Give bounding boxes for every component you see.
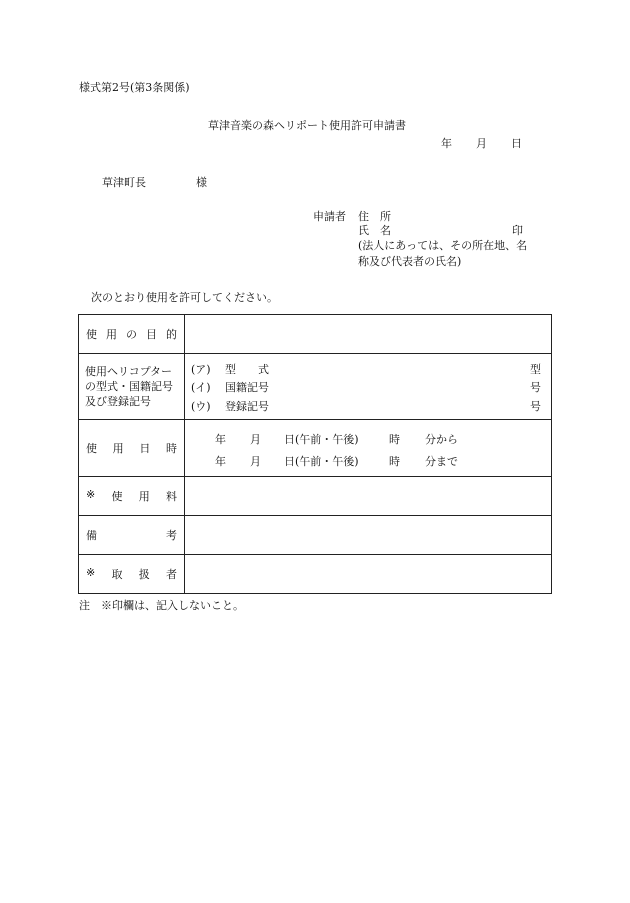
addressee-name: 草津町長 <box>102 176 146 189</box>
datetime-label-char: 用 <box>112 442 124 455</box>
datetime-from-row <box>215 431 458 447</box>
from-year: 年 <box>215 433 226 446</box>
purpose-label <box>79 315 185 354</box>
row-helicopter <box>79 354 552 420</box>
purpose-label-char: 使 <box>86 328 97 341</box>
helicopter-type-row <box>191 361 541 377</box>
applicant-label: 申請者 <box>313 210 346 223</box>
row-fee <box>79 477 552 516</box>
helicopter-label-line: の型式・国籍記号 <box>85 380 173 393</box>
handler-label-char: 者 <box>165 568 177 581</box>
document-title: 草津音楽の森ヘリポート使用許可申請書 <box>208 119 406 132</box>
helicopter-type-text: 型 式 <box>225 363 269 376</box>
helicopter-nationality-row <box>191 379 541 395</box>
purpose-value-cell[interactable] <box>185 315 552 354</box>
remarks-value-cell[interactable] <box>185 516 552 555</box>
applicant-address-label: 住 所 <box>358 210 391 223</box>
to-month: 月 <box>250 455 261 468</box>
applicant-note-line2: 称及び代表者の氏名) <box>358 255 462 268</box>
request-text: 次のとおり使用を許可してください。 <box>91 291 278 304</box>
to-day: 日(午前・午後) <box>284 455 359 468</box>
purpose-label-char: 目 <box>146 328 157 341</box>
from-month: 月 <box>250 433 261 446</box>
helicopter-registration-num: (ウ) <box>191 400 211 413</box>
from-minute: 分から <box>425 433 458 446</box>
datetime-label-char: 日 <box>139 442 151 455</box>
datetime-label-char: 時 <box>165 442 177 455</box>
helicopter-type-num: (ア) <box>191 363 211 376</box>
applicant-name-label: 氏 名 <box>358 224 391 237</box>
helicopter-label-line: 使用ヘリコプター <box>85 365 173 378</box>
datetime-label-char: 使 <box>86 442 97 455</box>
handler-label-char: 取 <box>111 568 123 581</box>
from-hour: 時 <box>389 433 400 446</box>
purpose-label-char: 用 <box>106 328 117 341</box>
footnote: 注 ※印欄は、記入しないこと。 <box>79 599 244 612</box>
helicopter-nationality-unit: 号 <box>530 381 541 394</box>
datetime-to-row <box>215 453 458 469</box>
form-number: 様式第2号(第3条関係) <box>79 81 190 94</box>
helicopter-nationality-text: 国籍記号 <box>225 381 269 394</box>
row-handler <box>79 555 552 594</box>
row-remarks <box>79 516 552 555</box>
fee-label-char: 料 <box>165 490 177 503</box>
handler-label-char: ※ <box>86 566 96 579</box>
seal-mark: 印 <box>512 224 523 237</box>
row-purpose <box>79 315 552 354</box>
remarks-label-char: 備 <box>86 529 97 542</box>
handler-label <box>79 555 185 594</box>
handler-label-char: 扱 <box>138 568 150 581</box>
application-form-table <box>78 314 552 594</box>
fee-label <box>79 477 185 516</box>
applicant-note-line1: (法人にあっては、その所在地、名 <box>358 239 528 252</box>
remarks-label <box>79 516 185 555</box>
date-day: 日 <box>511 137 522 150</box>
helicopter-registration-unit: 号 <box>530 400 541 413</box>
helicopter-registration-text: 登録記号 <box>225 400 269 413</box>
remarks-label-char: 考 <box>166 529 177 542</box>
date-month: 月 <box>476 137 487 150</box>
addressee-honorific: 様 <box>196 176 207 189</box>
purpose-label-char: の <box>126 328 137 341</box>
helicopter-type-unit: 型 <box>530 363 541 376</box>
handler-value-cell <box>185 555 552 594</box>
fee-value-cell <box>185 477 552 516</box>
purpose-label-char: 的 <box>166 328 177 341</box>
datetime-value-cell[interactable] <box>185 420 552 477</box>
date-year: 年 <box>441 137 452 150</box>
helicopter-nationality-num: (イ) <box>191 381 211 394</box>
to-year: 年 <box>215 455 226 468</box>
helicopter-label-line: 及び登録記号 <box>85 395 151 408</box>
helicopter-registration-row <box>191 398 541 414</box>
row-datetime <box>79 420 552 477</box>
to-minute: 分まで <box>425 455 458 468</box>
fee-label-char: 用 <box>138 490 150 503</box>
to-hour: 時 <box>389 455 400 468</box>
fee-label-char: 使 <box>111 490 123 503</box>
datetime-label <box>79 420 185 477</box>
helicopter-label <box>79 354 185 420</box>
fee-label-char: ※ <box>86 488 96 501</box>
from-day: 日(午前・午後) <box>284 433 359 446</box>
helicopter-value-cell[interactable] <box>185 354 552 420</box>
